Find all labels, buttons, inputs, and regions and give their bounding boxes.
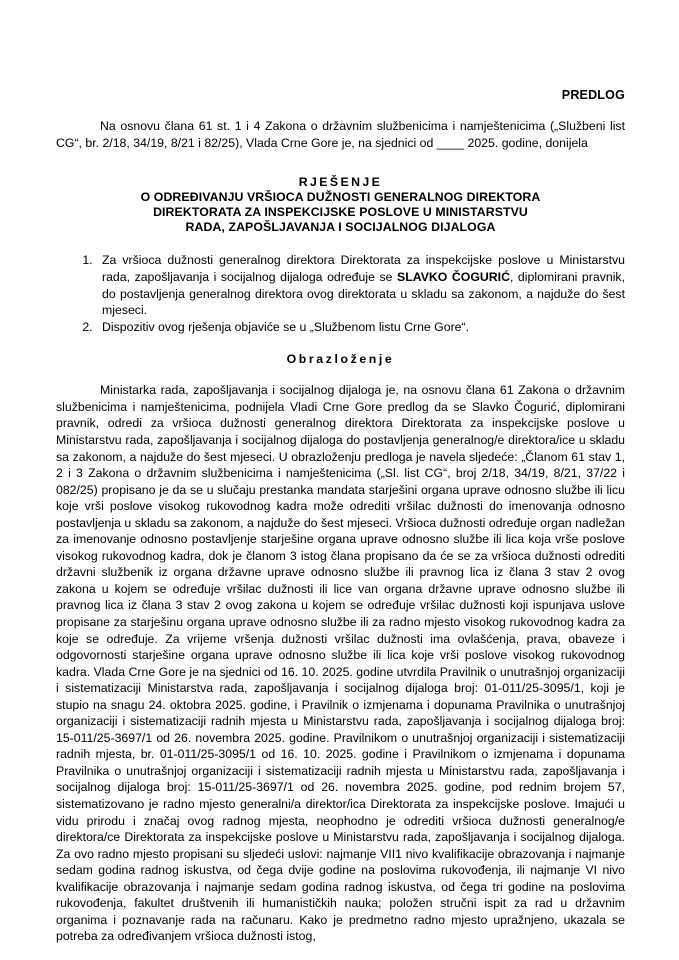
explanation-body-text: Ministarka rada, zapošljavanja i socijalnog dijaloga je, na osnovu člana 61 Zakona o državnim službenicima i namještenicima, podnijela Vladi Crne Gore predlog da se Slavko Čogurić, diplomirani pravnik, odredi za vršioca dužnosti generalnog direktora Direktorata za inspekcijske poslove u Ministarstvu rada, zapošljavanja i socijalnog dijaloga do postavljenja generalnog/e direktora/ice u skladu sa zakonom, a najduže do šest mjeseci. U obrazloženju predloga je navela sljedeće: „Članom 61 stav 1, 2 i 3 Zakona o državnim službenicima i namještenicima („Sl. list CG“, broj 2/18, 34/19, 8/21, 37/22 i 082/25) propisano je da se u slučaju prestanka mandata starješini organa uprave odnosno službe ili licu koje vrši poslove visokog rukovodnog kadra može odrediti vršilac dužnosti do imenovanja odnosno postavljenja u skladu sa zakonom, a najduže do šest mjeseci. Vršioca dužnosti određuje organ nadležan za imenovanje odnosno postavljenje starješine organa uprave odnosno službe ili lica koja vrše poslove visokog rukovodnog kadra, dok je članom 3 istog člana propisano da će se za vršioca dužnosti odrediti državni službenik iz organa državne uprave odnosno službe ili pravnog lica iz člana 3 stav 2 ovog zakona u kojem se određuje vršilac dužnosti ili lice van organa državne uprave odnosno službe ili pravnog lica iz člana 3 stav 2 ovog zakona u kojem se određuje vršilac dužnosti koji ispunjava uslove propisane za starješinu organa uprave odnosno službe ili za radno mjesto visokog rukovodnog kadra za koje se određuje. Za vrijeme vršenja dužnosti vršilac dužnosti ima ovlašćenja, prava, obaveze i odgovornosti starješine organa uprave odnosno službe ili lica koje vrši poslove visokog rukovodnog kadra. Vlada Crne Gore je na sjednici od 16. 10. 2025. godine utvrdila Pravilnik o unutrašnjoj organizaciji i sistematizaciji Ministarstva rada, zapošljavanja i socijalnog dijaloga broj: 01-011/25-3095/1, koji je stupio na snagu 24. oktobra 2025. godine, i Pravilnik o izmjenama i dopunama Pravilnika o unutrašnjoj organizaciji i sistematizaciji radnih mjesta u Ministarstvu rada, zapošljavanja i socijalnog dijaloga broj: 15-011/25-3697/1 od 26. novembra 2025. godine. Pravilnikom o unutrašnjoj organizaciji i sistematizaciji radnih mjesta, br. 01-011/25-3095/1 od 16. 10. 2025. godine i Pravilnikom o izmjenama i dopunama Pravilnika o unutrašnjoj organizaciji i sistematizaciji radnih mjesta u Ministarstvu rada, zapošljavanja i socijalnog dijaloga broj: 15-011/25-3697/1 od 26. novembra 2025. godine, pod rednim brojem 57, sistematizovano je radno mjesto generalni/a direktor/ica Direktorata za inspekcijske poslove. Imajući u vidu prirodu i značaj ovog radnog mjesta, neophodno je odrediti vršioca dužnosti generalnog/e direktora/ce Direktorata za inspekcijske poslove u Ministarstvu rada, zapošljavanja i socijalnog dijaloga. Za ovo radno mjesto propisani su sljedeći uslovi: najmanje VII1 nivo kvalifikacije obrazovanja i najmanje sedam godina radnog iskustva, od čega dvije godine na poslovima rukovođenja, ili najmanje VI nivo kvalifikacije obrazovanja i najmanje sedam godina radnog iskustva, od čega tri godine na poslovima rukovođenja, fakultet društvenih ili humanističkih nauka; položen stručni ispit za rad u državnim organima i poznavanje rada na računaru. Kako je predmetno radno mjesto upražnjeno, ukazala se potreba za određivanjem vršioca dužnosti istog, <box>56 383 625 944</box>
explanation-paragraph <box>56 382 625 945</box>
disposition-item-1-text-before: Za vršioca dužnosti generalnog direktora Direktorata za inspekcijske poslove u Ministarstvu rada, zapošljavanja i socijalnog dijaloga određuje se <box>102 253 625 284</box>
decision-title-line-2: DIREKTORATA ZA INSPEKCIJSKE POSLOVE U MINISTARSTVU <box>153 204 528 219</box>
appointee-name: SLAVKO ČOGURIĆ <box>397 269 510 284</box>
list-item <box>96 319 625 336</box>
legal-basis-paragraph <box>56 118 625 151</box>
explanation-heading: Obrazloženje <box>286 352 395 367</box>
decision-title-line-3: RADA, ZAPOŠLJAVANJA I SOCIJALNOG DIJALOGA <box>185 219 496 234</box>
decision-title-main: RJEŠENJE <box>298 175 383 190</box>
disposition-list <box>56 252 625 335</box>
disposition-item-2-text-before: Dispozitiv ovog rješenja objaviće se u „Službenom listu Crne Gore“. <box>102 319 470 334</box>
decision-title-line-1: O ODREĐIVANJU VRŠIOCA DUŽNOSTI GENERALNOG DIREKTORA <box>140 189 541 204</box>
document-content <box>56 0 625 957</box>
document-header-label: PREDLOG <box>561 88 625 102</box>
disposition-item-1-text-after: , diplomirani pravnik, do postavljenja generalnog direktora ovog direktorata u skladu sa zakonom, a najduže do šest mjeseci. <box>102 269 625 318</box>
decision-title-block <box>56 175 625 234</box>
list-item <box>96 252 625 318</box>
legal-basis-text: Na osnovu člana 61 st. 1 i 4 Zakona o državnim službenicima i namještenicima („Službeni list CG“, br. 2/18, 34/19, 8/21 i 82/25), Vlada Crne Gore je, na sjednici od ____ 2025. godine, donijela <box>56 119 625 150</box>
